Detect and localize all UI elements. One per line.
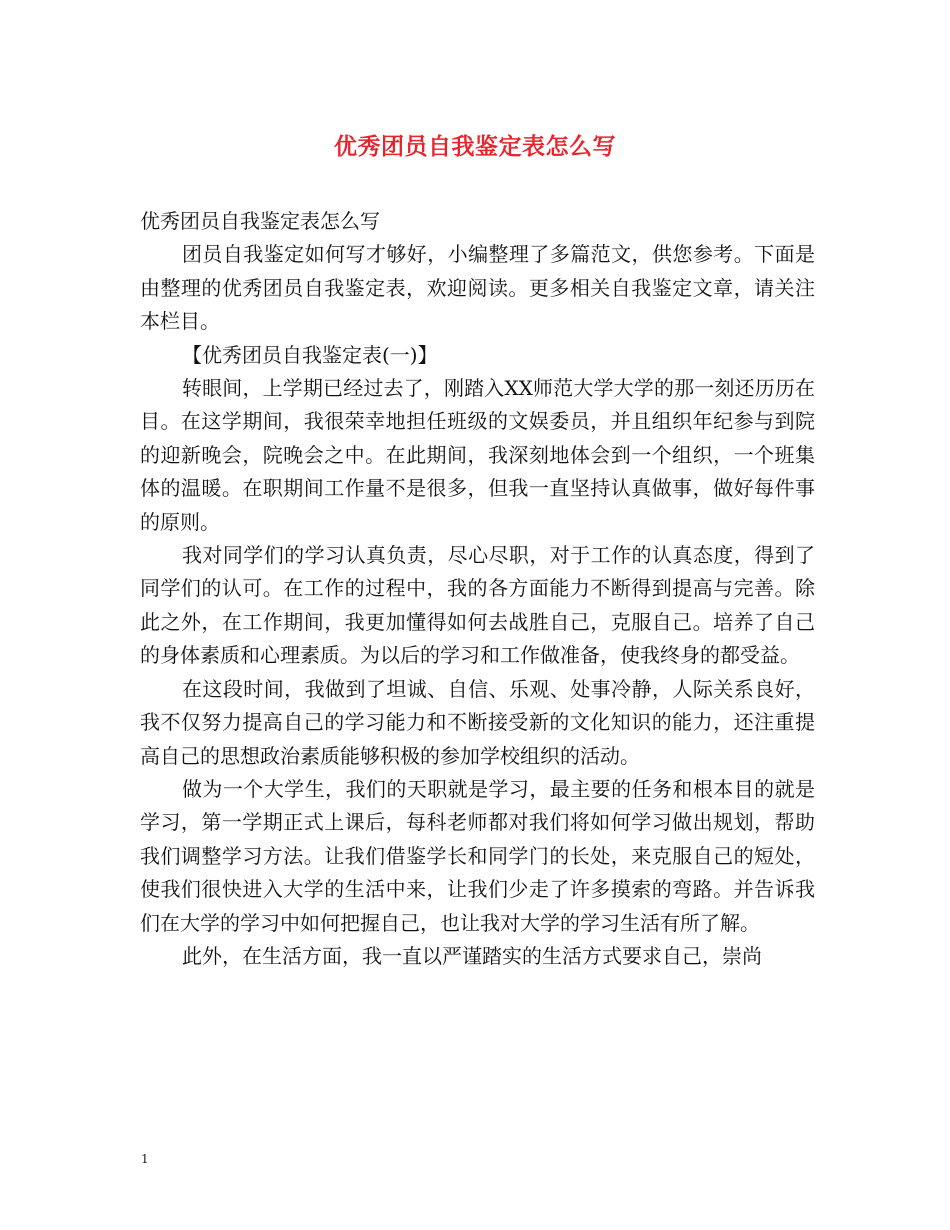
document-subtitle: 优秀团员自我鉴定表怎么写 — [140, 209, 380, 233]
page-number: 1 — [141, 1152, 149, 1166]
paragraph: 转眼间，上学期已经过去了，刚踏入XX师范大学大学的那一刻还历历在目。在这学期间，我很荣幸地担任班级的文娱委员，并且组织年纪参与到院的迎新晚会，院晚会之中。在此期间，我深刻地体会到一个组织，一个班集体的温暖。在职期间工作量不是很多，但我一直坚持认真做事，做好每件事的原则。 — [140, 376, 815, 534]
paragraph: 做为一个大学生，我们的天职就是学习，最主要的任务和根本目的就是学习，第一学期正式上课后，每科老师都对我们将如何学习做出规划，帮助我们调整学习方法。让我们借鉴学长和同学门的长处，来克服自己的短处，使我们很快进入大学的生活中来，让我们少走了许多摸索的弯路。并告诉我们在大学的学习中如何把握自己，也让我对大学的学习生活有所了解。 — [140, 776, 815, 935]
paragraph: 在这段时间，我做到了坦诚、自信、乐观、处事冷静，人际关系良好，我不仅努力提高自己的学习能力和不断接受新的文化知识的能力，还注重提高自己的思想政治素质能够积极的参加学校组织的活动。 — [140, 676, 815, 768]
document-body — [140, 205, 815, 973]
paragraph: 此外，在生活方面，我一直以严谨踏实的生活方式要求自己，崇尚 — [182, 943, 762, 968]
paragraph-intro: 团员自我鉴定如何写才够好，小编整理了多篇范文，供您参考。下面是由整理的优秀团员自我鉴定表，欢迎阅读。更多相关自我鉴定文章，请关注本栏目。 — [140, 242, 815, 334]
document-title: 优秀团员自我鉴定表怎么写 — [334, 133, 616, 160]
section-heading: 【优秀团员自我鉴定表(一)】 — [182, 342, 438, 367]
paragraph: 我对同学们的学习认真负责，尽心尽职，对于工作的认真态度，得到了同学们的认可。在工作的过程中，我的各方面能力不断得到提高与完善。除此之外，在工作期间，我更加懂得如何去战胜自己，克服自己。培养了自己的身体素质和心理素质。为以后的学习和工作做准备，使我终身的都受益。 — [140, 543, 815, 668]
